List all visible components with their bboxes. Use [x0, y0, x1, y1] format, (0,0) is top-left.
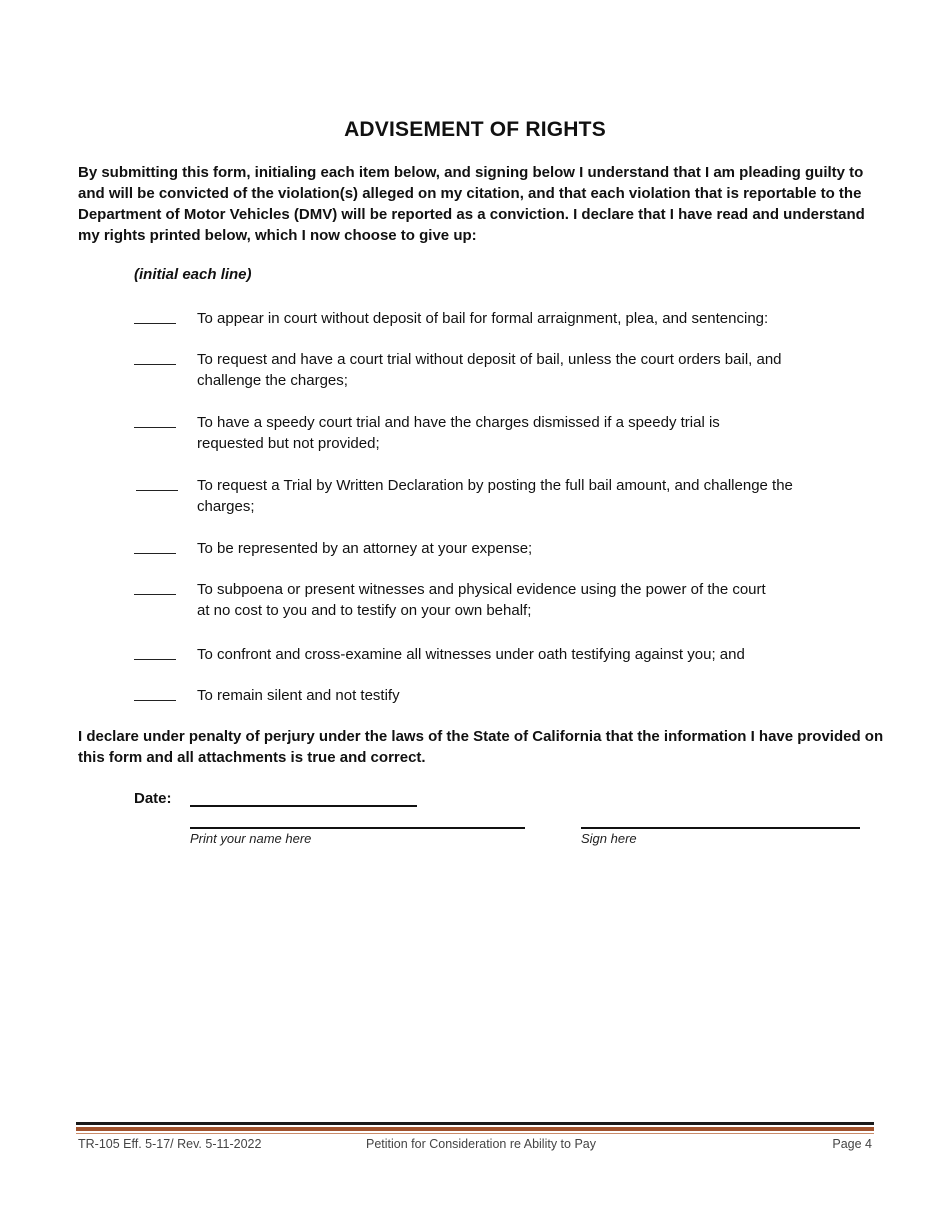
right-text: To be represented by an attorney at your expense; [197, 540, 533, 557]
right-text: To confront and cross-examine all witnesses under oath testifying against you; and [197, 646, 745, 663]
initial-blank[interactable] [134, 412, 176, 428]
right-text: To request and have a court trial without deposit of bail, unless the court orders bail, and challenge the charges; [197, 351, 782, 389]
footer-rule-accent [76, 1127, 874, 1131]
signature-field[interactable] [581, 827, 860, 829]
date-label: Date: [134, 790, 172, 807]
initial-blank[interactable] [134, 685, 176, 701]
page-title: ADVISEMENT OF RIGHTS [344, 118, 606, 141]
print-name-caption: Print your name here [190, 831, 312, 846]
footer-form-title: Petition for Consideration re Ability to Pay [366, 1137, 596, 1151]
initial-blank[interactable] [134, 349, 176, 365]
footer-rule-dark [76, 1122, 874, 1125]
footer-rule-thin [76, 1133, 874, 1134]
footer-form-id: TR-105 Eff. 5-17/ Rev. 5-11-2022 [78, 1137, 262, 1151]
initial-blank[interactable] [134, 308, 176, 324]
initial-blank[interactable] [134, 644, 176, 660]
date-field[interactable] [190, 805, 417, 807]
intro-paragraph: By submitting this form, initialing each item below, and signing below I understand that I am pleading guilty to and will be convicted of the violation(s) alleged on my citation, and that each violation that is reportable to the Department of Motor Vehicles (DMV) will be reported as a conviction. I declare that I have read and understand my rights printed below, which I now choose to give up: [78, 164, 865, 244]
right-text: To subpoena or present witnesses and physical evidence using the power of the court at no cost to you and to testify on your own behalf; [197, 581, 766, 619]
initial-blank[interactable] [134, 538, 176, 554]
right-text: To request a Trial by Written Declaration by posting the full bail amount, and challenge the charges; [197, 477, 793, 515]
sign-caption: Sign here [581, 831, 637, 846]
initial-blank[interactable] [134, 579, 176, 595]
print-name-field[interactable] [190, 827, 525, 829]
right-text: To appear in court without deposit of bail for formal arraignment, plea, and sentencing: [197, 310, 769, 327]
initial-instruction: (initial each line) [134, 266, 252, 283]
right-text: To remain silent and not testify [197, 687, 400, 704]
footer-page-number: Page 4 [832, 1137, 872, 1151]
right-text: To have a speedy court trial and have the charges dismissed if a speedy trial is requested but not provided; [197, 414, 720, 452]
initial-blank[interactable] [136, 475, 178, 491]
perjury-declaration: I declare under penalty of perjury under the laws of the State of California that the information I have provided on this form and all attachments is true and correct. [78, 728, 884, 766]
